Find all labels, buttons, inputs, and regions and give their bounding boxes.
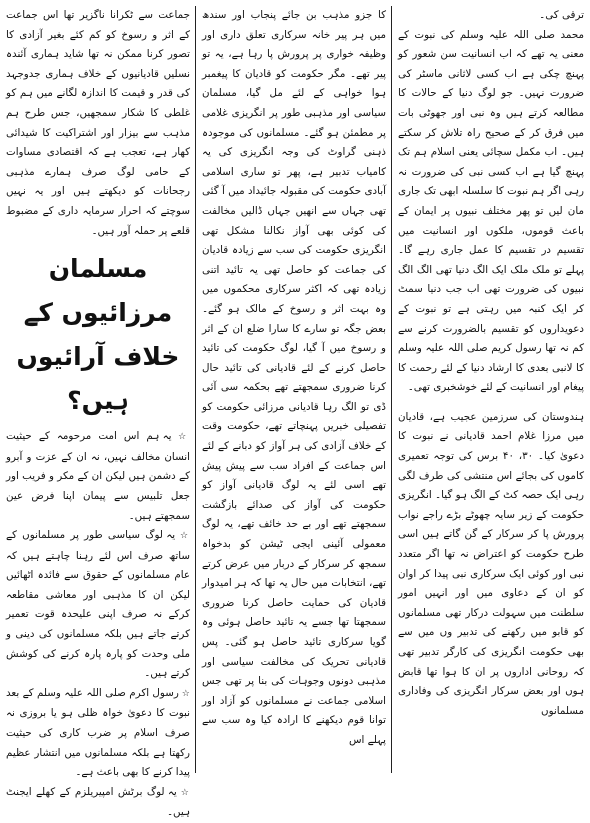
middle-column	[202, 6, 386, 775]
left-column	[6, 6, 190, 819]
point-item: ☆ یہ لوگ برٹش امپیریلزم کے کھلے ایجنٹ ہیں۔	[6, 783, 190, 823]
right-column	[398, 6, 584, 775]
paragraph-intro: جماعت سے ٹکرانا ناگزیر تھا اس جماعت کے اثر و رسوخ کو کم کئے بغیر آزادی کا تصور کرنا ممکن نہ تھا شاید ہماری آئندہ نسلیں قادیانیوں کے خلاف ہماری جدوجہد کی قدر و قیمت کا اندازہ لگانے میں ہم کو غلطی کا شکار سمجھیں، جس طرح ہم مذہب سے بیزار اور اشتراکیت کا شیدائی کھار ہے، تعجب ہے کہ اقتصادی مساوات کے حامی لوگ صرف ہمارے مذہبی رجحانات کو دیکھتے ہیں اور یہ نہیں سوچتے کہ احرار سرمایہ داری کے مضبوط قلعے پر حملہ آور ہیں۔	[6, 9, 190, 237]
paragraph-prophethood: محمد صلی اللہ علیہ وسلم کی نبوت کے معنی یہ تھے کہ اب انسانیت سن شعور کو پہنچ چکی ہے اب کسی لاثانی ماسٹر کی ضرورت نہیں۔ جو لوگ دنیا کے حالات کا مطالعہ کرتے ہیں وہ نبی اور جھوٹی بات میں فرق کر کے صحیح راہ تلاش کر سکتے ہیں۔ اب مکمل سچائی یعنی اسلام ہم تک پہنچ گیا ہے اب کسی نبی کی ضرورت نہ رہی اگر ہم نبوت کا سلسلہ ابھی تک جاری مان لیں تو پھر مختلف نبیوں پر ایمان کے باعث قوموں، ملکوں اور انسانیت میں تقسیم در تقسیم کا عمل جاری رہے گا۔ پہلے تو ملک ملک ایک الگ دنیا تھی الگ الگ نبیوں کی ضرورت تھی اب جب دنیا سمٹ کر ایک کنبہ میں رہتی ہے تو نبوت کے دعویداروں کو تقسیم بالضرورت کرنے سے کم نہ تھا رسول کریم صلی اللہ علیہ وسلم کا لانبی بعدی کا ارشاد دنیا کے لئے رحمت کا پیغام اور انسانیت کے لئے خوشخبری تھی۔	[398, 28, 584, 394]
section-heading	[6, 247, 190, 423]
paragraph-qadian: ہندوستان کی سرزمین عجیب ہے، قادیان میں مرزا غلام احمد قادیانی نے نبوت کا دعویٰ کیا۔ ۳۰، ۴۰ برس کی توجہ تعمیری کاموں کی بجائے اس منتشی کی طرف لگی رہی ایک حصہ کٹ کے الگ ہو گیا۔ انگریزی حکومت کے زیر سایہ چھوٹے بڑے راجے نواب پرورش پا کر سرکار کے گن گاتے ہیں اسی طرح حکومت کو اعتراض نہ تھا اگر متعدد نبی اور کوئی ایک سرکاری نبی پیدا کر اوان کو ان کے دعاوی میں اور انہیں امور سلطنت میں سہولت درکار تھی مسلمانوں کو قابو میں رکھنے کی تدبیر وں میں سے بھی حکومت انگریزی کی کارگر تدبیر تھی کہ روحانی اداروں پر ان کا ہوا تھا قابض ہوں اور بعض سرکار انگریزی کی وفاداری مسلمانوں	[398, 410, 584, 717]
column-fragment: ترقی کی۔	[539, 9, 584, 21]
heading-line: مسلمان مرزائیوں کے	[23, 254, 173, 328]
heading-line: خلاف آرائیوں ہیں؟	[16, 342, 180, 416]
point-item: ☆ رسول اکرم صلی اللہ علیہ وسلم کے بعد نبوت کا دعویٰ خواہ ظلی ہو یا بروزی نہ صرف اسلام پر ضرب کاری کی حیثیت رکھتا ہے بلکہ مسلمانوں میں انتشار عظیم پیدا کرنے کا بھی باعث ہے۔	[6, 684, 190, 783]
point-item: ☆ یہ ہم اس امت مرحومہ کے حیثیت انسان مخالف نہیں، نہ ان کے عزت و آبرو کے دشمن ہیں لیکن ان کے مکر و فریب اور جعل تلبیس سے پیمان اپنا فرض عین سمجھتے ہیں۔	[6, 427, 190, 526]
column-divider	[195, 6, 196, 773]
paragraph-british-policy: کا جزو مذہب بن جائے پنجاب اور سندھ میں ہر پیر خانہ سرکاری تعلق داری اور وظیفہ خواری پر پرورش پا رہا ہے، یہ تو پیر تھے۔ مگر حکومت کو قادیان کا پیغمبر ہوا خواہی کے لئے مل گیا، مسلمان سیاسی اور مذہبی طور پر انگریزی غلامی پر مطمئن ہو گئے۔ مسلمانوں کی موجودہ ذہنی گراوٹ کی وجہ انگریزی کی یہ کامیاب تدبیر ہے، پھر تو ساری اسلامی آبادی حکومت کی مقبولہ جائیداد میں آ گئی تھی جہاں سے انھیں جہاں ڈالیں مخالفت کی کوئی بھی آواز نکالنا مشکل تھی انگریزی حکومت کی سب سے زیادہ قادیان کی جماعت کو حاصل تھی یہ تائید اتنی زیادہ تھی کہ اکثر سرکاری محکموں میں وہ بہت اثر و رسوخ کے مالک ہو گئے۔ بعض جگہ تو سارے کا سارا ضلع ان کے اثر و رسوخ میں آ گیا، لوگ حکومت کی تائید حاصل کرنے کے لئے قادیانی کی تائید حال کرنا ضروری سمجھتے تھے بحکمہ سی آئی ڈی تو الگ رہا قادیانی مرزائی حکومت کو تفصیلی خبریں پہنچاتے تھے، حکومت وقت کے خلاف آزادی کی ہر آواز کو دبانے کے لئے اس جماعت کے افراد سب سے پیش پیش تھے اسی لئے یہ لوگ قادیانی آواز کو حکومت کی آواز کی صدائے بازگشت سمجھتے تھے اور بے حد خائف تھے، یہ لوگ معمولی آئینی ایجی ٹیشن کو بدخواہ سمجھ کر سرکار کے دربار میں عرض کرتے تھے، انتخابات میں حال یہ تھا کہ ہر امیدوار قادیان کی حمایت حاصل کرنا ضروری سمجھتا تھا جسے یہ تائید حاصل ہوئی وہ گویا سرکاری تائید حاصل ہو گئی۔ پس قادیانی تحریک کی مخالفت سیاسی اور مذہبی دونوں وجوہات کی بنا پر تھی جس اسلامی جماعت نے مسلمانوں کو آزاد اور توانا قوم دیکھنے کا ارادہ کیا وہ سب سے پہلے اس	[202, 9, 386, 746]
point-item: ☆ یہ لوگ سیاسی طور پر مسلمانوں کے ساتھ صرف اس لئے رہنا چاہتے ہیں کہ عام مسلمانوں کے حقوق سے فائدہ اٹھائیں لیکن ان کا مذہبی اور معاشی مقاطعہ کرکے نہ صرف اپنی علیحدہ قوت تعمیر کرتے جاتے ہیں بلکہ مسلمانوں کی دینی و ملی وحدت کو پارہ پارہ کرنے کی کوشش کرتے ہیں۔	[6, 526, 190, 684]
column-divider	[391, 6, 392, 773]
paragraph-gap	[398, 398, 584, 408]
